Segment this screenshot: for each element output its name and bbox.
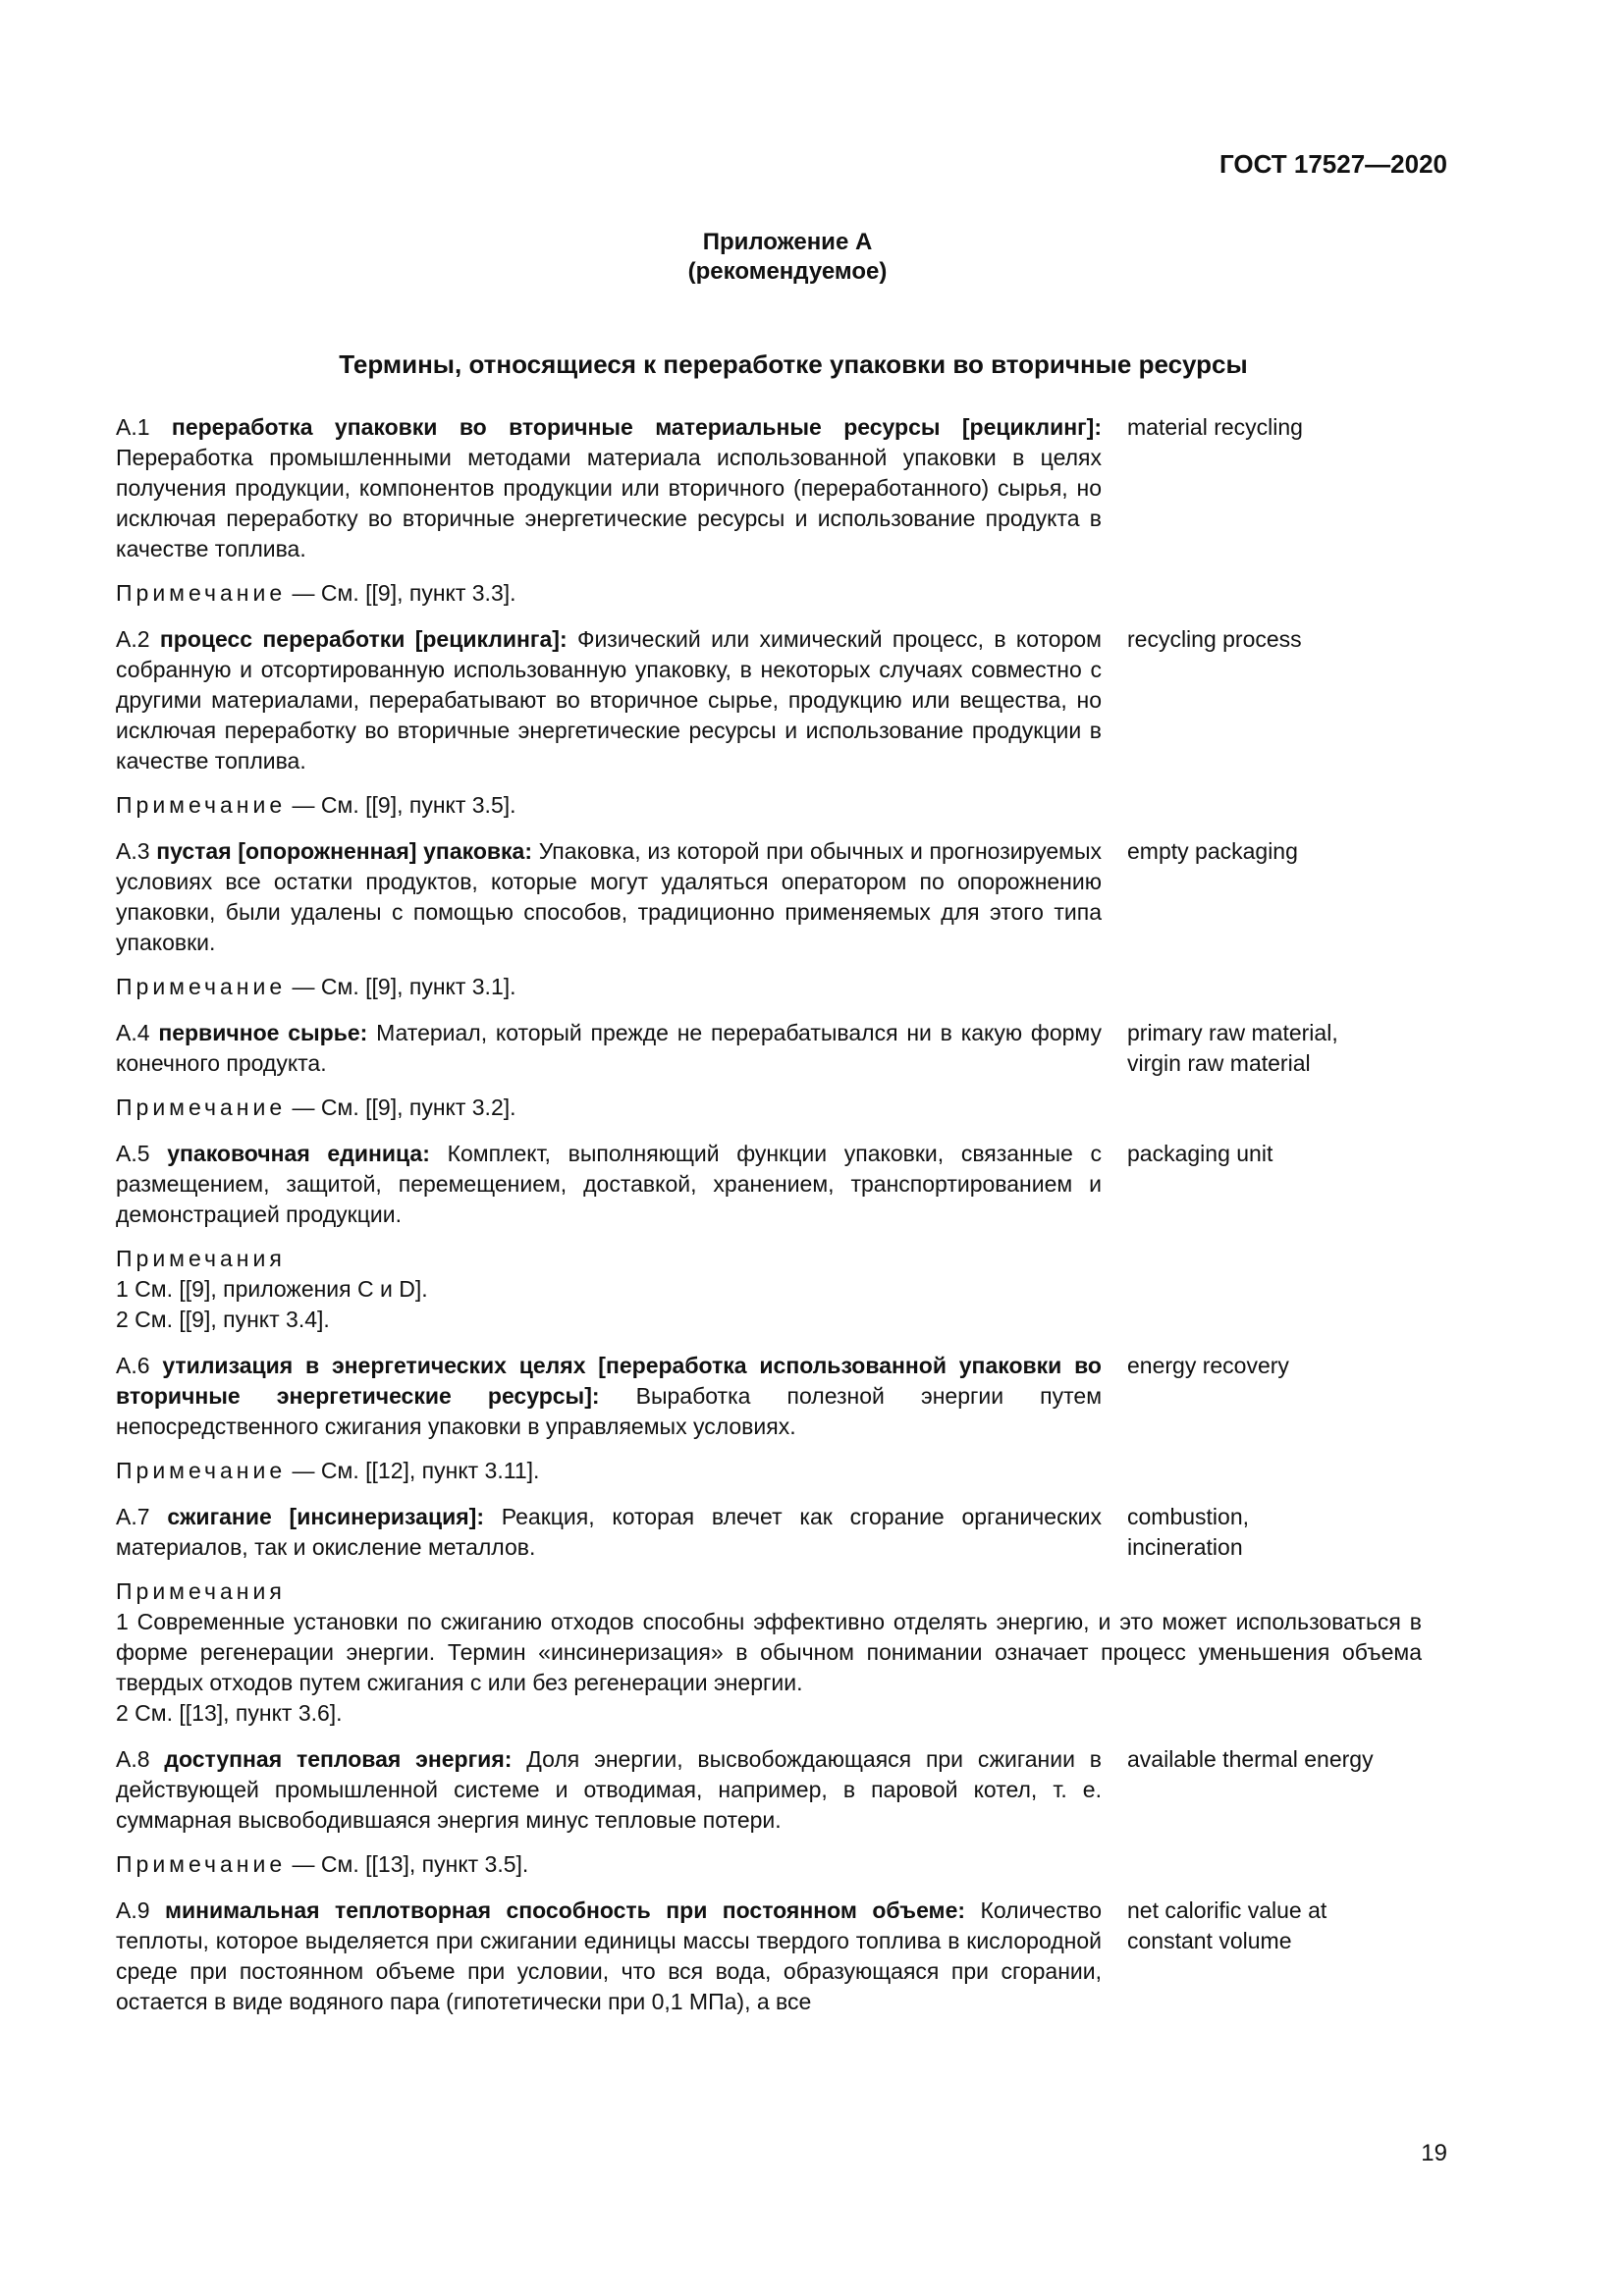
term-english-line: available thermal energy [1127, 1746, 1374, 1772]
term-name: пустая [опорожненная] упаковка: [156, 838, 532, 864]
document-code: ГОСТ 17527—2020 [1219, 149, 1447, 179]
term-definition [116, 624, 1102, 776]
term-english-line: net calorific value at [1127, 1897, 1327, 1923]
term-note [116, 1849, 1422, 1880]
note-item: 2 См. [[13], пункт 3.6]. [116, 1700, 343, 1726]
term-definition-block [116, 1502, 1102, 1563]
term-english [1127, 1351, 1422, 1381]
note-text: — См. [[9], пункт 3.3]. [292, 580, 516, 606]
term-number: А.5 [116, 1141, 150, 1166]
term-entry [116, 624, 1422, 836]
term-english [1127, 1896, 1422, 1956]
term-definition [116, 1896, 1102, 2017]
term-english [1127, 1502, 1422, 1563]
term-spacer [116, 1729, 1422, 1744]
term-spacer [116, 821, 1422, 836]
term-entry [116, 1502, 1422, 1744]
note-text: — См. [[9], пункт 3.5]. [292, 792, 516, 818]
term-entry [116, 412, 1422, 624]
term-definition-block [116, 1744, 1102, 1836]
term-spacer [116, 1335, 1422, 1351]
term-definition-block [116, 412, 1102, 564]
term-number: А.2 [116, 626, 150, 652]
term-name: упаковочная единица: [167, 1141, 430, 1166]
term-english-line: recycling process [1127, 626, 1302, 652]
note-text: — См. [[12], пункт 3.11]. [292, 1458, 540, 1483]
term-row [116, 1502, 1422, 1563]
term-number: А.4 [116, 1020, 150, 1045]
term-name: процесс переработки [рециклинга]: [159, 626, 568, 652]
term-note [116, 1576, 1422, 1729]
term-note [116, 972, 1422, 1002]
term-row [116, 1351, 1422, 1442]
term-number: А.6 [116, 1353, 150, 1378]
term-english-line: energy recovery [1127, 1353, 1289, 1378]
term-row [116, 624, 1422, 776]
note-label: Примечание [116, 580, 287, 606]
term-english [1127, 836, 1422, 867]
term-definition [116, 1502, 1102, 1563]
term-definition-text: Доля энергии, высвобождающаяся при сжигании в действующей промышленной системе и отводимая, например, в паровой котел, т. е. суммарная высвободившаяся энергия минус тепловые потери. [116, 1746, 1102, 1833]
term-entry [116, 1139, 1422, 1351]
term-entry [116, 1018, 1422, 1139]
term-spacer [116, 1123, 1422, 1139]
term-entry [116, 1351, 1422, 1502]
term-english [1127, 1744, 1422, 1775]
term-definition [116, 1744, 1102, 1836]
note-text: — См. [[9], пункт 3.2]. [292, 1095, 516, 1120]
term-english-line: virgin raw material [1127, 1050, 1311, 1076]
note-label: Примечания [116, 1246, 286, 1271]
note-text: — См. [[9], пункт 3.1]. [292, 974, 516, 999]
note-label: Примечание [116, 1458, 287, 1483]
note-label: Примечание [116, 974, 287, 999]
term-entry [116, 1744, 1422, 1896]
term-definition-text: Упаковка, из которой при обычных и прогнозируемых условиях все остатки продуктов, которые могут удаляться оператором по опорожнению упаковки, были удалены с помощью способов, традиционно применяемых для этого типа упаковки. [116, 838, 1102, 955]
term-number: А.1 [116, 414, 150, 440]
section-title: Термины, относящиеся к переработке упаковки во вторичные ресурсы [339, 349, 1248, 379]
term-number: А.8 [116, 1746, 150, 1772]
note-text: — См. [[13], пункт 3.5]. [292, 1851, 529, 1877]
term-english-line: empty packaging [1127, 838, 1298, 864]
term-entry [116, 1896, 1422, 2017]
term-definition [116, 412, 1102, 564]
terms-list [116, 412, 1422, 2017]
term-english [1127, 1018, 1422, 1079]
term-english [1127, 1139, 1422, 1169]
term-definition [116, 1139, 1102, 1230]
term-number: А.9 [116, 1897, 150, 1923]
term-english-line: combustion, [1127, 1504, 1250, 1529]
term-definition [116, 1018, 1102, 1079]
term-row [116, 1896, 1422, 2017]
term-number: А.3 [116, 838, 150, 864]
appendix-subtitle: (рекомендуемое) [687, 258, 888, 285]
appendix-title: Приложение А [702, 229, 873, 255]
term-row [116, 1018, 1422, 1079]
note-label: Примечание [116, 1851, 287, 1877]
term-note [116, 578, 1422, 609]
term-definition-block [116, 1018, 1102, 1079]
term-definition-block [116, 836, 1102, 958]
term-row [116, 1139, 1422, 1230]
term-name: доступная тепловая энергия: [164, 1746, 513, 1772]
term-name: переработка упаковки во вторичные материальные ресурсы [рециклинг]: [171, 414, 1102, 440]
appendix-heading [0, 228, 1575, 287]
term-definition-text: Физический или химический процесс, в котором собранную и отсортированную использованную упаковку, в некоторых случаях совместно с другими материалами, перерабатывают во вторичное сырье, продукцию или вещества, но исключая переработку во вторичные энергетические ресурсы и использование продукции в качестве топлива. [116, 626, 1102, 774]
term-english-line: constant volume [1127, 1928, 1292, 1953]
note-label: Примечание [116, 792, 287, 818]
term-note [116, 1093, 1422, 1123]
term-definition-block [116, 624, 1102, 776]
note-item: 1 Современные установки по сжиганию отходов способны эффективно отделять энергию, и это может использоваться в форме регенерации энергии. Термин «инсинеризация» в обычном понимании означает процесс уменьшения объема твердых отходов путем сжигания с или без регенерации энергии. [116, 1609, 1422, 1695]
term-english-line: packaging unit [1127, 1141, 1273, 1166]
term-name: утилизация в энергетических целях [переработка использованной упаковки во вторичные энергетические ресурсы]: [116, 1353, 1102, 1409]
term-entry [116, 836, 1422, 1018]
term-english-line: material recycling [1127, 414, 1303, 440]
term-definition-text: Материал, который прежде не перерабатывался ни в какую форму конечного продукта. [116, 1020, 1102, 1076]
note-label: Примечание [116, 1095, 287, 1120]
term-definition [116, 836, 1102, 958]
term-spacer [116, 1486, 1422, 1502]
term-definition-text: Переработка промышленными методами материала использованной упаковки в целях получения продукции, компонентов продукции или вторичного (переработанного) сырья, но исключая переработку во вторичные энергетические ресурсы и использование продукта в качестве топлива. [116, 445, 1102, 561]
term-spacer [116, 1880, 1422, 1896]
page-number: 19 [1421, 2140, 1447, 2166]
term-definition-text: Комплект, выполняющий функции упаковки, связанные с размещением, защитой, перемещением, доставкой, хранением, транспортированием и демонстрацией продукции. [116, 1141, 1103, 1227]
term-definition-block [116, 1139, 1102, 1230]
term-row [116, 836, 1422, 958]
term-english [1127, 412, 1422, 443]
term-english [1127, 624, 1422, 655]
term-definition-block [116, 1896, 1102, 2017]
term-name: первичное сырье: [158, 1020, 368, 1045]
term-name: минимальная теплотворная способность при постоянном объеме: [165, 1897, 966, 1923]
term-spacer [116, 1002, 1422, 1018]
term-english-line: primary raw material, [1127, 1020, 1338, 1045]
term-note [116, 1244, 1422, 1335]
term-definition-text: Реакция, которая влечет как сгорание органических материалов, так и окисление металлов. [116, 1504, 1102, 1560]
term-definition-block [116, 1351, 1102, 1442]
note-item: 1 См. [[9], приложения С и D]. [116, 1276, 428, 1302]
note-label: Примечания [116, 1578, 286, 1604]
term-english-line: incineration [1127, 1534, 1243, 1560]
term-definition-text: Выработка полезной энергии путем непосредственного сжигания упаковки в управляемых условиях. [116, 1383, 1103, 1439]
term-definition-text: Количество теплоты, которое выделяется при сжигании единицы массы твердого топлива в кислородной среде при постоянном объеме при условии, что вся вода, образующаяся при сгорании, остается в виде водяного пара (гипотетически при 0,1 МПа), а все [116, 1897, 1103, 2014]
note-item: 2 См. [[9], пункт 3.4]. [116, 1307, 330, 1332]
term-number: А.7 [116, 1504, 150, 1529]
term-note [116, 790, 1422, 821]
term-name: сжигание [инсинеризация]: [167, 1504, 484, 1529]
term-spacer [116, 609, 1422, 624]
term-note [116, 1456, 1422, 1486]
term-definition [116, 1351, 1102, 1442]
term-row [116, 412, 1422, 564]
term-row [116, 1744, 1422, 1836]
